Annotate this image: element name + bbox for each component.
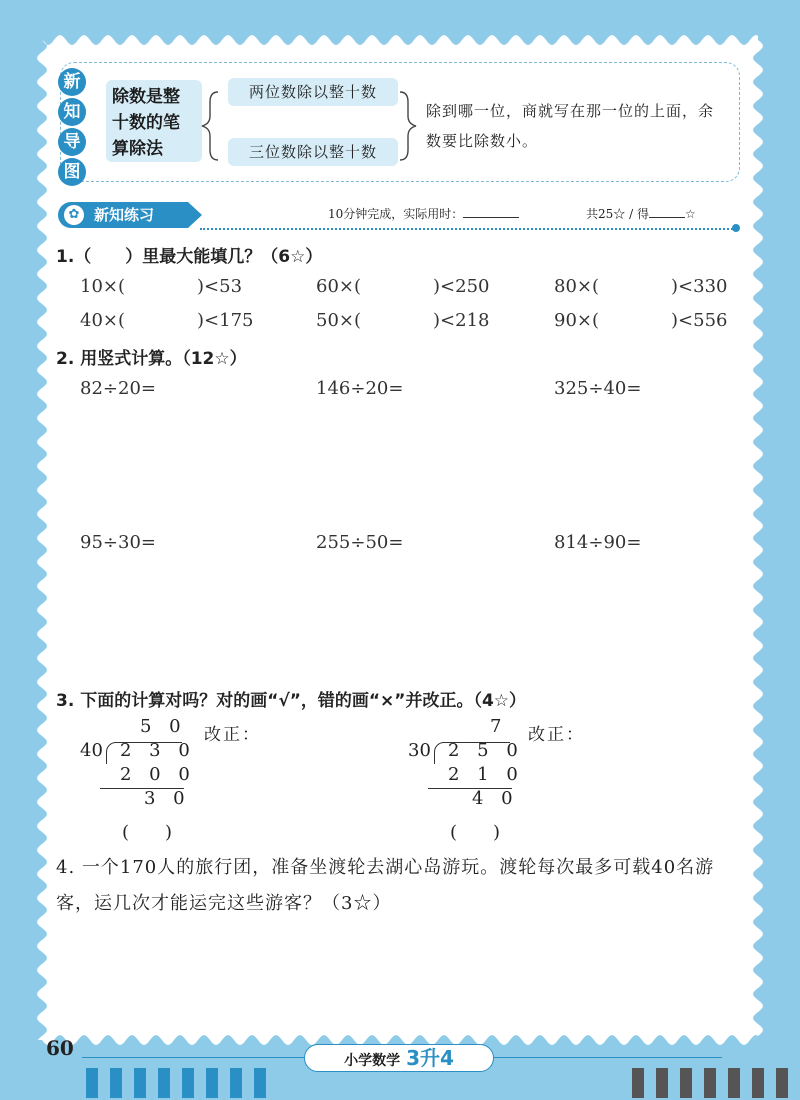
concept-topic: 除数是整十数的笔算除法 [106, 80, 202, 162]
q1-title: 1.（ ）里最大能填几？（6☆） [56, 247, 323, 267]
tag-char: 导 [58, 128, 86, 156]
footer-stripes-right [632, 1068, 800, 1098]
section-divider [200, 228, 736, 230]
q3-fix-label-2: 改正： [528, 725, 585, 745]
q2-title: 2. 用竖式计算。（12☆） [56, 349, 247, 369]
product: 2 0 0 [120, 764, 196, 785]
q3-title: 3. 下面的计算对吗？对的画“√”，错的画“×”并改正。（4☆） [56, 691, 527, 711]
concept-branch-three-digit: 三位数除以整十数 [228, 138, 398, 166]
q1-item[interactable]: 90×( )<556 [554, 310, 728, 331]
score-prefix: 共25☆ / 得 [586, 207, 649, 221]
q2-problem: 255÷50= [316, 532, 404, 553]
q3-answer-2[interactable]: ( ) [450, 822, 501, 843]
product: 2 1 0 [448, 764, 524, 785]
score-blank[interactable] [649, 206, 685, 218]
q2-problem: 82÷20= [80, 378, 156, 399]
concept-branch-two-digit: 两位数除以整十数 [228, 78, 398, 106]
tag-char: 图 [58, 158, 86, 186]
quotient: 7 [490, 716, 508, 737]
concept-map-tag [58, 68, 86, 188]
divisor: 40 [80, 740, 103, 761]
section-dot [732, 224, 740, 232]
q1-item[interactable]: 40×( )<175 [80, 310, 254, 331]
division-bracket [106, 742, 116, 764]
footer-title [304, 1044, 494, 1072]
q1-item[interactable]: 10×( )<53 [80, 276, 243, 297]
q2-problem: 814÷90= [554, 532, 642, 553]
page-number: 60 [46, 1036, 74, 1060]
dividend: 2 3 0 [120, 740, 196, 761]
dividend: 2 5 0 [448, 740, 524, 761]
q1-item[interactable]: 60×( )<250 [316, 276, 490, 297]
time-label: 10分钟完成，实际用时： [328, 207, 464, 221]
division-bracket [434, 742, 444, 764]
section-bar-tail [188, 202, 202, 228]
remainder: 3 0 [144, 788, 191, 809]
q1-item[interactable]: 80×( )<330 [554, 276, 728, 297]
concept-conclusion: 除到哪一位，商就写在那一位的上面，余数要比除数小。 [426, 102, 715, 150]
q2-problem: 95÷30= [80, 532, 156, 553]
quotient: 5 0 [140, 716, 187, 737]
section-title: 新知练习 [58, 202, 188, 228]
score-suffix: ☆ [684, 207, 696, 221]
time-field [328, 205, 519, 222]
footer-stripes-left [86, 1068, 266, 1098]
q3-fix-label-1: 改正： [204, 725, 261, 745]
tag-char: 知 [58, 98, 86, 126]
q4-text: 4. 一个170人的旅行团，准备坐渡轮去湖心岛游玩。渡轮每次最多可载40名游客，运几次才能运完这些游客？（3☆） [56, 857, 715, 914]
medal-icon: ✿ [64, 205, 84, 225]
divisor: 30 [408, 740, 431, 761]
score-field [586, 205, 696, 222]
q2-problem: 325÷40= [554, 378, 642, 399]
time-blank[interactable] [463, 206, 519, 218]
q1-item[interactable]: 50×( )<218 [316, 310, 490, 331]
footer-grade: 3升4 [406, 1046, 454, 1070]
remainder: 4 0 [472, 788, 519, 809]
q3-answer-1[interactable]: ( ) [122, 822, 173, 843]
footer-subject: 小学数学 [344, 1053, 401, 1069]
q2-problem: 146÷20= [316, 378, 404, 399]
tag-char: 新 [58, 68, 86, 96]
